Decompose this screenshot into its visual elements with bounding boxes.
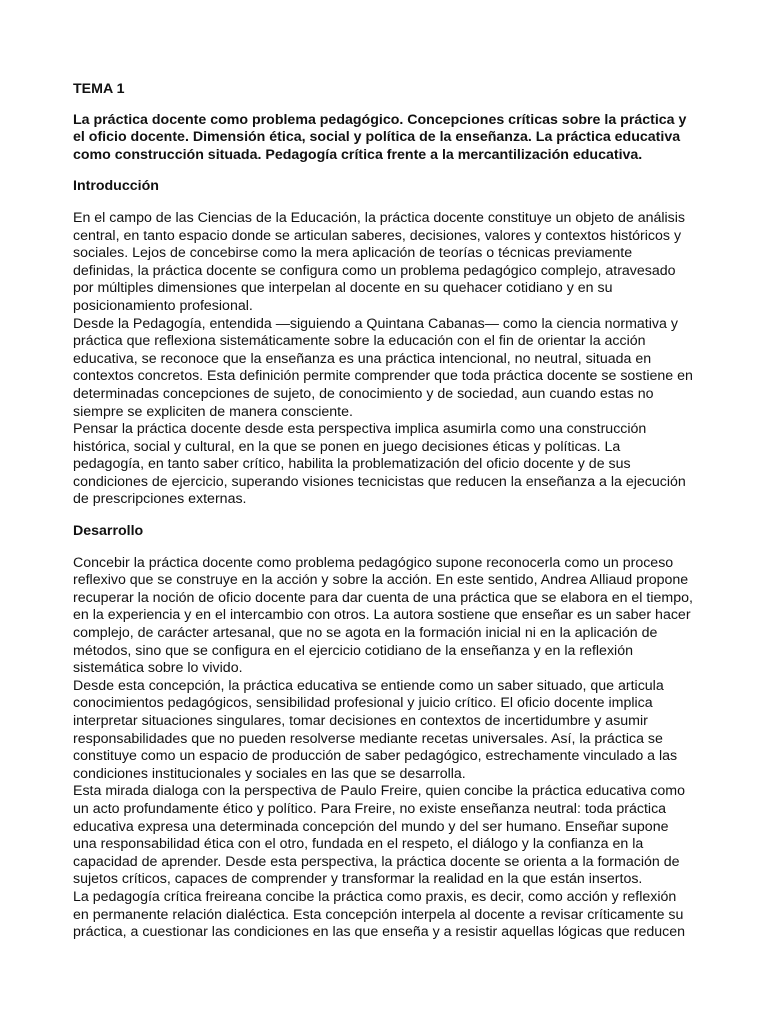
paragraph: En el campo de las Ciencias de la Educación, la práctica docente constituye un objeto de análisis central, en tanto espacio donde se articulan saberes, decisiones, valores y contextos históricos y sociales. Lejos de concebirse como la mera aplicación de teorías o técnicas previamente definidas, la práctica docente se configura como un problema pedagógico complejo, atravesado por múltiples dimensiones que interpelan al docente en su quehacer cotidiano y en su posicionamiento profesional. bbox=[73, 209, 686, 314]
section-heading-introduccion: Introducción bbox=[73, 178, 159, 195]
section-introduccion bbox=[73, 210, 695, 509]
paragraph: Desde esta concepción, la práctica educativa se entiende como un saber situado, que articula conocimientos pedagógicos, sensibilidad profesional y juicio crítico. El oficio docente implica interpretar situaciones singulares, tomar decisiones en contextos de incertidumbre y asumir responsabilidades que no pueden resolverse mediante recetas universales. Así, la práctica se constituye como un espacio de producción de saber pedagógico, estrechamente vinculado a las condiciones institucionales y sociales en las que se desarrolla. bbox=[73, 677, 678, 782]
document-page bbox=[73, 81, 695, 956]
document-title: La práctica docente como problema pedagógico. Concepciones críticas sobre la práctica y el oficio docente. Dimensión ética, social y política de la enseñanza. La práctica educativa como construcción situada. Pedagogía crítica frente a la mercantilización educativa. bbox=[73, 111, 687, 163]
section-desarrollo bbox=[73, 555, 695, 942]
section-heading-desarrollo: Desarrollo bbox=[73, 523, 144, 540]
paragraph: Esta mirada dialoga con la perspectiva de Paulo Freire, quien concibe la práctica educativa como un acto profundamente ético y político. Para Freire, no existe enseñanza neutral: toda práctica educativa expresa una determinada concepción del mundo y del ser humano. Enseñar supone una responsabilidad ética con el otro, fundada en el respeto, el diálogo y la confianza en la capacidad de aprender. Desde esta perspectiva, la práctica docente se orienta a la formación de sujetos críticos, capaces de comprender y transformar la realidad en la que están insertos. bbox=[73, 783, 685, 888]
paragraph: Concebir la práctica docente como problema pedagógico supone reconocerla como un proceso reflexivo que se construye en la acción y sobre la acción. En este sentido, Andrea Alliaud propone recuperar la noción de oficio docente para dar cuenta de una práctica que se elabora en el tiempo, en la experiencia y en el intercambio con otros. La autora sostiene que enseñar es un saber hacer complejo, de carácter artesanal, que no se agota en la formación inicial ni en la aplicación de métodos, sino que se configura en el ejercicio cotidiano de la enseñanza y en la reflexión sistemática sobre lo vivido. bbox=[73, 554, 693, 677]
paragraph: La pedagogía crítica freireana concibe la práctica como praxis, es decir, como acción y reflexión en permanente relación dialéctica. Esta concepción interpela al docente a revisar críticamente su práctica, a cuestionar las condiciones en las que enseña y a resistir aquellas lógicas que reducen bbox=[73, 888, 686, 941]
paragraph: Pensar la práctica docente desde esta perspectiva implica asumirla como una construcción histórica, social y cultural, en la que se ponen en juego decisiones éticas y políticas. La pedagogía, en tanto saber crítico, habilita la problematización del oficio docente y de sus condiciones de ejercicio, superando visiones tecnicistas que reducen la enseñanza a la ejecución de prescripciones externas. bbox=[73, 421, 686, 508]
paragraph: Desde la Pedagogía, entendida —siguiendo a Quintana Cabanas— como la ciencia normativa y práctica que reflexiona sistemáticamente sobre la educación con el fin de orientar la acción educativa, se reconoce que la enseñanza es una práctica intencional, no neutral, situada en contextos concretos. Esta definición permite comprender que toda práctica docente se sostiene en determinadas concepciones de sujeto, de conocimiento y de sociedad, aun cuando estas no siempre se expliciten de manera consciente. bbox=[73, 315, 693, 420]
document-tema: TEMA 1 bbox=[73, 81, 125, 97]
